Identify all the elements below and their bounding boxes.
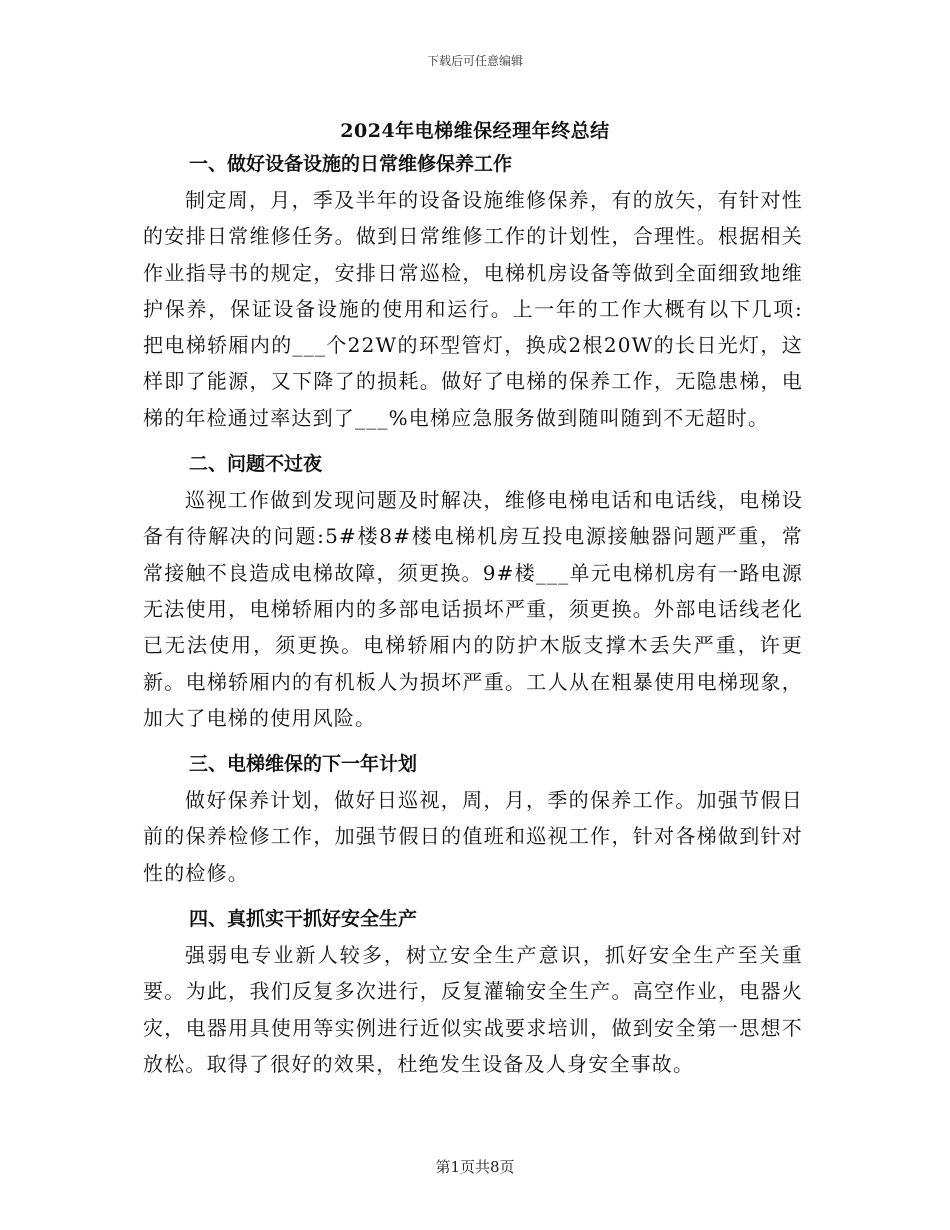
section-3 xyxy=(143,746,803,891)
section-heading: 一、做好设备设施的日常维修保养工作 xyxy=(189,153,513,175)
page-number: 第1页共8页 xyxy=(435,1158,515,1176)
section-4 xyxy=(143,901,803,1082)
section-paragraph: 制定周，月，季及半年的设备设施维修保养，有的放矢，有针对性的安排日常维修任务。做到日常维修工作的计划性，合理性。根据相关作业指导书的规定，安排日常巡检，电梯机房设备等做到全面细致地维护保养，保证设备设施的使用和运行。上一年的工作大概有以下几项:把电梯轿厢内的___个22W的环型管灯，换成2根20W的长日光灯，这样即了能源，又下降了的损耗。做好了电梯的保养工作，无隐患梯，电梯的年检通过率达到了___%电梯应急服务做到随叫随到不无超时。 xyxy=(143,188,803,430)
document-body xyxy=(143,146,803,1092)
section-2 xyxy=(143,446,803,736)
section-heading: 二、问题不过夜 xyxy=(189,453,323,476)
section-heading: 三、电梯维保的下一年计划 xyxy=(189,753,418,776)
section-heading: 四、真抓实干抓好安全生产 xyxy=(189,908,418,931)
document-title: 2024年电梯维保经理年终总结 xyxy=(340,120,610,142)
section-1 xyxy=(143,146,803,436)
header-note: 下载后可任意编辑 xyxy=(426,54,523,68)
section-paragraph: 巡视工作做到发现问题及时解决，维修电梯电话和电话线，电梯设备有待解决的问题:5#楼8#楼电梯机房互投电源接触器问题严重，常常接触不良造成电梯故障，须更换。9#楼___单元电梯机房有一路电源无法使用，电梯轿厢内的多部电话损坏严重，须更换。外部电话线老化已无法使用，须更换。电梯轿厢内的防护木版支撑木丢失严重，许更新。电梯轿厢内的有机板人为损坏严重。工人从在粗暴使用电梯现象，加大了电梯的使用风险。 xyxy=(143,488,803,730)
section-paragraph: 做好保养计划，做好日巡视，周，月，季的保养工作。加强节假日前的保养检修工作，加强节假日的值班和巡视工作，针对各梯做到针对性的检修。 xyxy=(143,788,803,885)
section-paragraph: 强弱电专业新人较多，树立安全生产意识，抓好安全生产至关重要。为此，我们反复多次进行，反复灌输安全生产。高空作业，电器火灾，电器用具使用等实例进行近似实战要求培训，做到安全第一思想不放松。取得了很好的效果，杜绝发生设备及人身安全事故。 xyxy=(143,943,803,1076)
